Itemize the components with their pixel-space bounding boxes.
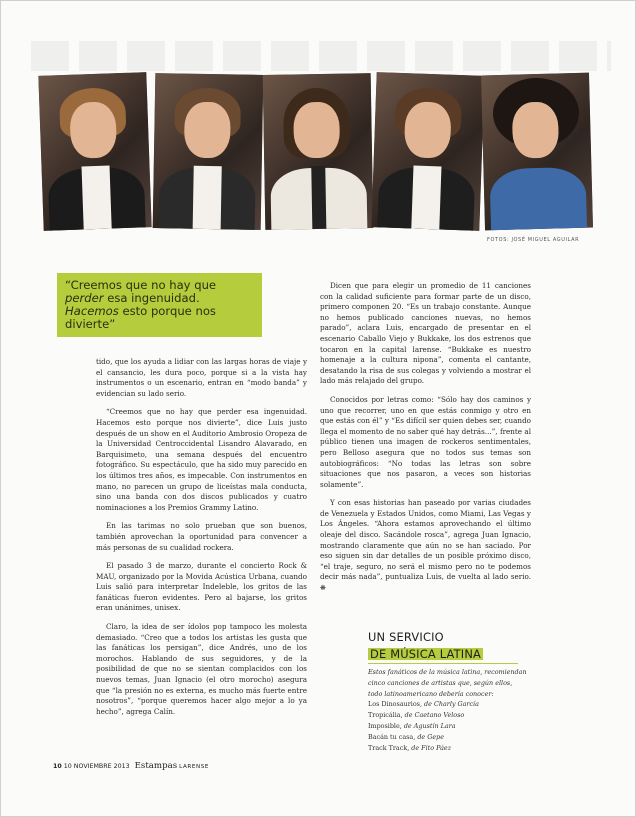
band-member-photo	[371, 72, 484, 231]
page-number: 10	[53, 763, 62, 770]
sidebar-box	[368, 631, 528, 753]
background-headline-texture	[31, 41, 611, 71]
article-paragraph: Claro, la idea de ser ídolos pop tampoco les molesta demasiado. “Creo que a todos los artistas les gusta que las fanáticas los persigan”, dice Andrés, uno de los morochos. Hablando de sus seguidores, y de la posibilidad de que no se sientan complacidos con los nuevos temas, Juan Ignacio (el otro morocho) asegura que “la presión no es externa, es mucho más fuerte entre nosotros”, “porque queremos hacer algo mejor a lo ya hecho”, agrega Calín.	[96, 622, 307, 716]
song-item: Imposible, de Agustín Lara	[368, 721, 456, 730]
sidebar-title-line2: DE MÚSICA LATINA	[370, 647, 482, 661]
sidebar-divider	[368, 663, 518, 664]
magazine-name: Estampas	[134, 761, 178, 771]
article-paragraph: En las tarimas no solo prueban que son buenos, también aprovechan la oportunidad para convencer a más personas de su cualidad rockera.	[96, 521, 307, 552]
song-item: Tropicália, de Caetano Veloso	[368, 711, 465, 720]
issue-date: 10 NOVIEMBRE 2013	[63, 763, 130, 770]
song-item: Track Track, de Fito Páez	[368, 743, 452, 752]
pull-quote: “Creemos que no hay que perder esa ingenuidad. Hacemos esto porque nos divierte”	[57, 273, 262, 337]
article-column-left	[96, 357, 307, 725]
sidebar-intro: Estos fanáticos de la música latina, recomiendan cinco canciones de artistas que, según ellos, todo latinoamericano debería conocer:	[368, 668, 527, 698]
song-list	[368, 699, 528, 753]
photo-credit: FOTOS: JOSÉ MIGUEL AGUILAR	[487, 237, 580, 243]
song-item: Los Dinosaurios, de Charly García	[368, 700, 479, 709]
article-paragraph: El pasado 3 de marzo, durante el concierto Rock & MAU, organizado por la Movida Acústica Urbana, cuando Luis salió para interpretar Indeleble, los gritos de las fanáticas fueron evidentes. Pero al bajarse, los gritos eran unánimes, unisex.	[96, 561, 307, 613]
band-member-photo	[263, 73, 374, 230]
magazine-edition: LARENSE	[179, 764, 210, 770]
band-photo-strip	[41, 74, 591, 234]
band-member-photo	[481, 73, 593, 231]
article-paragraph: “Creemos que no hay que perder esa ingenuidad. Hacemos esto porque nos divierte”, dice Luis justo después de un show en el Auditorio Ambrosio Oropeza de la Universidad Centroccidental Lisandro Alavarado, en Barquisimeto, una semana después del encuentro fotográfico. Su espectáculo, que ha sido muy parecido en los últimos tres años, es impecable. Con instrumentos en mano, no parecen un grupo de liceístas mala conducta, sino una banda con dos discos publicados y cuatro nominaciones a los Premios Grammy Latino.	[96, 407, 307, 512]
page-footer	[53, 761, 209, 771]
article-paragraph: Conocidos por letras como: “Sólo hay dos caminos y uno que recorrer, uno en que estás conmigo y otro en que estás con él” y “Es difícil ser quien debes ser, cuando llega el momento de no saber qué hay detrás...”, frente al público tienen una imagen de rockeros sentimentales, pero Belloso asegura que no todos sus temas son autobiográficos: “No todas las letras son sobre situaciones que nos pasaron, a veces son historias solamente”.	[320, 394, 531, 489]
article-paragraph: Y con esas historias han paseado por varias ciudades de Venezuela y Estados Unidos, como Miami, Las Vegas y Los Ángeles. “Ahora estamos aprovechando el último oleaje del disco. Sacándole rosca”, agrega Juan Ignacio, mostrando claramente que aún no se han saciado. Por eso siguen sin dar detalles de un posible próximo disco, “el traje, seguro, no será el mismo pero no te podemos decir más nada”, puntualiza Luis, de vuelta al lado serio. ❋	[320, 498, 531, 593]
article-paragraph: Dicen que para elegir un promedio de 11 canciones con la calidad suficiente para formar parte de un disco, primero componen 20. “Es un trabajo constante. Aunque no hemos publicado canciones nuevas, no hemos parado”, aclara Luis, encargado de presentar en el escenario Caballo Viejo y Bukkake, los dos estrenos que tocaron en la capital larense. “Bukkake es nuestro homenaje a la cultura nipona”, comenta el cantante, desatando la risa de sus colegas y volviendo a mostrar el lado más relajado del grupo.	[320, 281, 531, 386]
article-paragraph: tido, que los ayuda a lidiar con las largas horas de viaje y el cansancio, les dura poco, porque si a la vista hay instrumentos o un escenario, entran en “modo banda” y evidencian su lado serio.	[96, 357, 307, 398]
band-member-photo	[38, 72, 151, 231]
sidebar-title-line1: UN SERVICIO	[368, 630, 444, 644]
song-item: Bacán tu casa, de Gepe	[368, 732, 444, 741]
band-member-photo	[153, 73, 264, 230]
article-column-right	[320, 281, 531, 602]
